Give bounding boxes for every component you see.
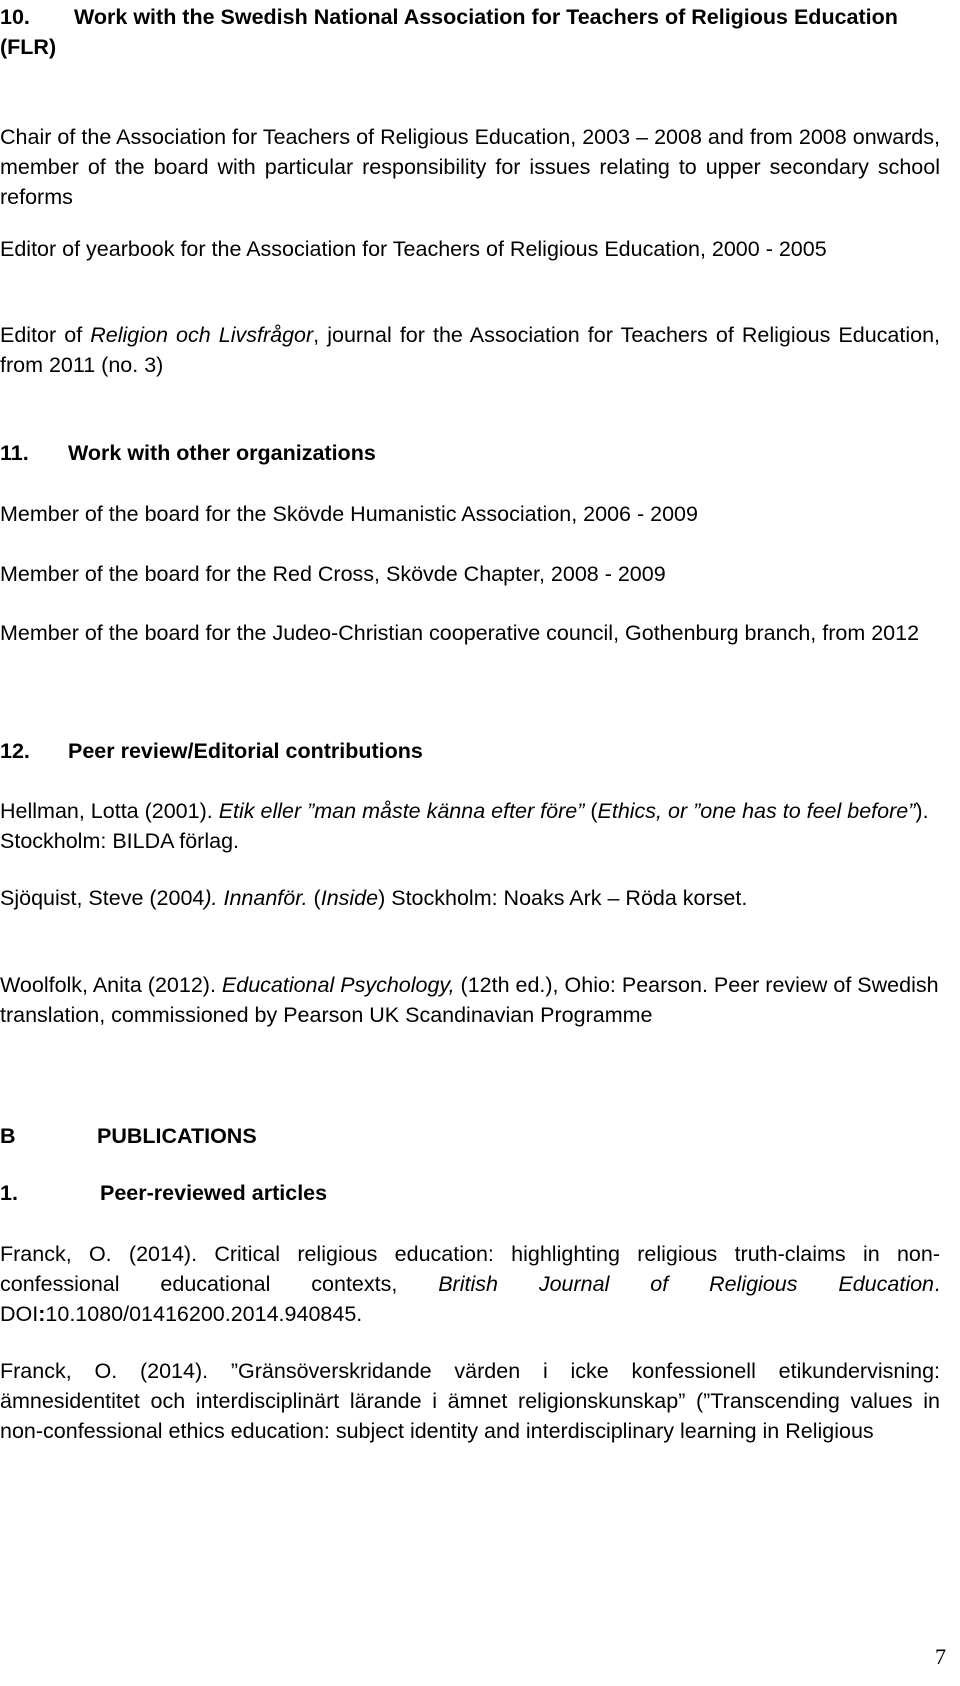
text: Woolfolk, Anita (2012). <box>0 973 222 997</box>
section-title: PUBLICATIONS <box>97 1124 257 1148</box>
section-b-heading <box>0 1121 940 1151</box>
section-10-heading <box>0 2 940 62</box>
subsection-1-heading <box>0 1178 940 1208</box>
text: Editor of <box>0 323 91 347</box>
entry-hellman <box>0 796 940 856</box>
section-title: Work with the Swedish National Association for Teachers of Religious Education (FLR) <box>0 5 898 59</box>
text: (12th ed.), Ohio: Pearson. Peer review of Swedish translation, commissioned by Pearson UK Scandinavian Programme <box>0 973 939 1027</box>
section-number: 10. <box>0 5 30 29</box>
page-number: 7 <box>935 1644 946 1669</box>
section-number: 12. <box>0 739 30 763</box>
publication-entry <box>0 1239 940 1329</box>
text: Sjöquist, Steve (2004 <box>0 886 205 910</box>
section-title: Peer review/Editorial contributions <box>68 739 423 763</box>
entry-woolfolk <box>0 970 940 1030</box>
journal-title: Religion och Livsfrågor <box>90 323 314 347</box>
publication-entry: Franck, O. (2014). ”Gränsöverskridande värden i icke konfessionell etikundervisning: ämnesidentitet och interdisciplinärt lärande i ämnet religionskunskap” (”Transcending values in non-confessional ethics education: subject identity and interdisciplinary learning in Religious <box>0 1359 940 1443</box>
list-item: Member of the board for the Red Cross, Skövde Chapter, 2008 - 2009 <box>0 562 666 586</box>
text: Franck, O. (2014). Critical religious education: highlighting religious truth-claims in non-confessional educational contexts, <box>0 1242 940 1296</box>
section-12-heading <box>0 736 940 766</box>
section-title: Work with other organizations <box>68 441 376 465</box>
text: Hellman, Lotta (2001). <box>0 799 219 823</box>
section-number: 1. <box>0 1181 18 1205</box>
book-title: Etik eller ”man måste känna efter före” <box>218 799 585 823</box>
book-title: Educational Psychology, <box>221 973 455 997</box>
text: , journal for the Association for Teachers of Religious Education, from 2011 (no. 3) <box>0 323 940 377</box>
translated-title: Inside <box>320 886 379 910</box>
section-title: Peer-reviewed articles <box>100 1181 328 1205</box>
text: ) Stockholm: Noaks Ark – Röda korset. <box>378 886 748 910</box>
paragraph-yearbook-editor: Editor of yearbook for the Association for Teachers of Religious Education, 2000 - 2005 <box>0 237 827 261</box>
entry-sjoquist <box>0 883 940 913</box>
list-item: Member of the board for the Judeo-Christian cooperative council, Gothenburg branch, from 2012 <box>0 621 920 645</box>
text: . DOI <box>0 1272 940 1326</box>
translated-title: Ethics, or ”one has to feel before” <box>597 799 916 823</box>
text: ( <box>307 886 321 910</box>
section-11-heading <box>0 438 940 468</box>
text: : <box>38 1302 46 1326</box>
section-letter: B <box>0 1124 16 1148</box>
section-number: 11. <box>0 441 29 465</box>
doi: 10.1080/01416200.2014.940845. <box>45 1302 363 1326</box>
book-title: ). Innanför. <box>204 886 308 910</box>
list-item: Member of the board for the Skövde Humanistic Association, 2006 - 2009 <box>0 502 698 526</box>
text: ( <box>584 799 598 823</box>
paragraph-journal-editor <box>0 320 940 380</box>
paragraph-chair: Chair of the Association for Teachers of Religious Education, 2003 – 2008 and from 2008 onwards, member of the board with particular responsibility for issues relating to upper secondary school reforms <box>0 125 940 209</box>
text: ). Stockholm: BILDA förlag. <box>0 799 929 853</box>
journal-title: British Journal of Religious Education <box>438 1272 935 1296</box>
